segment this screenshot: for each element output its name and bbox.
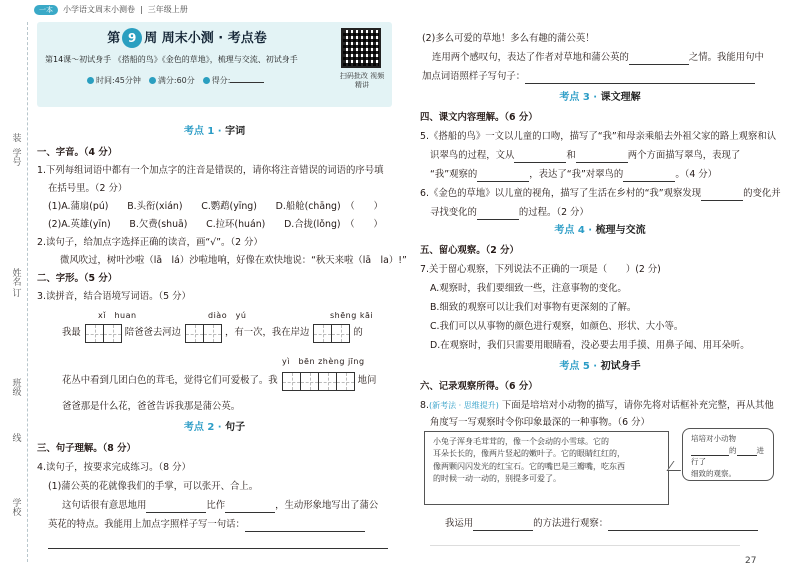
- binding-line: [27, 22, 28, 562]
- row1-text-b: 陪爸爸去河边: [124, 327, 182, 339]
- grid-box[interactable]: [203, 324, 222, 343]
- q2-row3: 爸爸那是什么花，爸爸告诉我那是蒲公英。: [62, 401, 241, 412]
- bubble-line-1: 培培对小动物: [691, 434, 736, 443]
- gutter-school: 学校: [12, 499, 22, 519]
- answer-blank[interactable]: [576, 152, 628, 163]
- description-note: 小兔子浑身毛茸茸的，像一个会动的小雪球。它的 耳朵长长的，像两片竖起的嫩叶子。它的眼睛红红的， 像两颗闪闪发光的红宝石。它的嘴巴是三瓣嘴，吃东西 的时候一动一动的，别提多可爱了。: [424, 431, 669, 505]
- q5-option-d[interactable]: D.在观察时，我们只需要用眼睛看，没必要去用手摸、用鼻子闻、用耳朵听。: [430, 340, 750, 351]
- q1-1-stem-cont: 在括号里。（2 分）: [48, 183, 128, 194]
- q1-1-group1[interactable]: (1)A.蒲扇(pú) B.头衔(xián) C.鹦鹉(yīng) D.船舱(chāng) （ ）: [48, 201, 383, 212]
- grid-box[interactable]: [318, 372, 337, 391]
- new-format-tag: (新考法 · 思维提升): [428, 401, 499, 410]
- answer-blank[interactable]: [737, 447, 757, 456]
- page-title: [37, 28, 337, 49]
- kp5-heading: 考点 5 · 初试身手: [559, 361, 641, 372]
- q3-4-1-sentence: (1)蒲公英的花就像我们的手掌，可以张开、合上。: [48, 481, 259, 492]
- q6-8-stem: 8.(新考法 · 思维提升) 下面是培培对小动物的描写，请你先将对话框补充完整，再从其他: [420, 400, 774, 411]
- title-main: 周末小测 · 考点卷: [161, 31, 267, 46]
- gutter-student-no: 学号: [12, 149, 22, 169]
- clock-icon: [87, 77, 94, 84]
- footer-rule: [430, 545, 740, 546]
- running-header: [34, 3, 188, 17]
- q2-row1: [62, 324, 363, 343]
- row2-text-b: 地问: [357, 375, 377, 387]
- q2-row2: [62, 372, 376, 391]
- header-divider: |: [140, 5, 143, 14]
- answer-blank[interactable]: [146, 502, 206, 513]
- grid-box[interactable]: [282, 372, 301, 391]
- book-title: 小学语文周末小测卷: [63, 5, 135, 14]
- time-limit: 时间:45分钟: [87, 75, 141, 87]
- q4-5-stem: 5.《搭船的鸟》一文以儿童的口吻，描写了“我”和母亲乘船去外祖父家的路上观察和认: [420, 131, 777, 142]
- answer-blank[interactable]: [629, 54, 689, 65]
- row1-text-c: ，有一次，我在岸边: [225, 327, 310, 339]
- page-number: 27: [745, 556, 757, 566]
- title-prefix: 第: [107, 31, 121, 46]
- score-icon: [149, 77, 156, 84]
- q6-8-writing: 我运用 的方法进行观察：: [445, 517, 758, 531]
- q4-6-stem: 6.《金色的草地》以儿童的视角，描写了生活在乡村的“我”观察发现 的变化并: [420, 187, 781, 201]
- pinyin-yibenzhengjing: yì bēn zhèng jīng: [282, 357, 365, 366]
- pen-icon: [203, 77, 210, 84]
- title-banner: [37, 22, 392, 107]
- q1-heading: 一、字音。（4 分）: [37, 147, 118, 158]
- answer-blank[interactable]: [473, 520, 533, 531]
- grade-label: 三年级上册: [147, 5, 188, 14]
- qr-code-icon[interactable]: [341, 28, 381, 68]
- q4-6-stem-2: 寻找变化的 的过程。（2 分）: [430, 206, 589, 220]
- bubble-line-3: 细致的观察。: [691, 468, 736, 478]
- q4-5-stem-3: “我”观察的 ，表达了“我”对翠鸟的 。（4 分）: [430, 168, 717, 182]
- answer-blank[interactable]: [623, 171, 675, 182]
- grid-box[interactable]: [185, 324, 204, 343]
- row2-text-a: 花丛中看到几团白色的茸毛，觉得它们可爱极了。我: [62, 375, 278, 387]
- q5-option-a[interactable]: A.观察时，我们要细致一些，注意事物的变化。: [430, 283, 627, 294]
- kp1-heading: 考点 1 · 字词: [183, 126, 246, 137]
- q5-7-stem[interactable]: 7.关于留心观察，下列说法不正确的一项是（ ）(2 分): [420, 264, 661, 275]
- exam-meta: [87, 74, 264, 87]
- answer-blank[interactable]: [477, 171, 529, 182]
- full-score: 满分:60分: [149, 75, 195, 87]
- kp3-heading: 考点 3 · 课文理解: [559, 92, 641, 103]
- kp2-heading: 考点 2 · 句子: [183, 422, 246, 433]
- gutter-class: 班级: [12, 379, 22, 399]
- q3-4-2-analysis: 连用两个感叹句，表达了作者对草地和蒲公英的 之情。我能用句中: [432, 51, 764, 65]
- pinyin-diaoyu: diào yú: [208, 311, 247, 320]
- q3-4-stem: 4.读句子，按要求完成练习。（8 分）: [37, 462, 191, 473]
- q4-heading: 四、课文内容理解。（6 分）: [420, 112, 538, 123]
- answer-blank[interactable]: [691, 447, 729, 456]
- q6-8-stem-2: 角度写一写观察时令你印象最深的一种事物。（6 分）: [430, 417, 650, 428]
- q3-4-2-sentence: (2)多么可爱的草地！多么有趣的蒲公英！: [422, 33, 595, 44]
- gutter-seal-ding: 订: [12, 289, 22, 299]
- q5-heading: 五、留心观察。（2 分）: [420, 245, 519, 256]
- answer-blank[interactable]: [701, 190, 743, 201]
- q2-heading: 二、字形。（5 分）: [37, 273, 118, 284]
- row1-text-d: 的: [353, 327, 363, 339]
- q5-option-b[interactable]: B.细致的观察可以让我们对事物有更深刻的了解。: [430, 302, 637, 313]
- gutter-name: 姓名: [12, 269, 22, 289]
- answer-blank[interactable]: [525, 73, 755, 84]
- pinyin-xihuan: xǐ huan: [98, 311, 137, 320]
- q3-4-1-imitate: 英花的特点。我能用上加点字照样子写一句话：: [48, 518, 365, 532]
- week-number: 9: [122, 28, 142, 48]
- pinyin-shengkai: shēng kāi: [330, 311, 374, 320]
- q1-2-sentence[interactable]: 微风吹过，树叶沙啦（lā lá）沙啦地响，好像在欢快地说：“秋天来啦（lā la）!”: [60, 255, 407, 266]
- series-badge: 一本: [34, 5, 58, 15]
- q3-4-2-imitate: 加点词语照样子写句子：: [422, 70, 755, 84]
- answer-line[interactable]: [48, 548, 388, 549]
- title-mid: 周: [144, 31, 158, 46]
- grid-box[interactable]: [300, 372, 319, 391]
- gutter-seal-zhuang: 装: [12, 134, 22, 144]
- q1-1-group2[interactable]: (2)A.英雄(yīn) B.欠费(shuā) C.拉环(huán) D.合拢(lǒng) （ ）: [48, 219, 383, 230]
- q1-1-stem: 1.下列每组词语中都有一个加点字的注音是错误的，请你将注音错误的词语的序号填: [37, 165, 384, 176]
- lesson-range: 第14课～初试身手 《搭船的鸟》《金色的草地》，梳理与交流、初试身手: [45, 55, 298, 64]
- q3-4-1-analysis: 这句话很有意思地用 比作 ，生动形象地写出了蒲公: [62, 499, 378, 513]
- grid-box[interactable]: [85, 324, 104, 343]
- grid-box[interactable]: [313, 324, 332, 343]
- qr-label: 扫码批改 视频精讲: [339, 72, 385, 89]
- q1-2-stem: 2.读句子，给加点字选择正确的读音，画“√”。（2 分）: [37, 237, 263, 248]
- q2-3-stem: 3.读拼音，结合语境写词语。（5 分）: [37, 291, 191, 302]
- score-field[interactable]: 得分:: [203, 74, 265, 87]
- kp4-heading: 考点 4 · 梳理与交流: [554, 225, 646, 236]
- q6-heading: 六、记录观察所得。（6 分）: [420, 381, 538, 392]
- q5-option-c[interactable]: C.我们可以从事物的颜色进行观察，如颜色、形状、大小等。: [430, 321, 684, 332]
- answer-blank[interactable]: [514, 152, 566, 163]
- grid-box[interactable]: [336, 372, 355, 391]
- answer-blank[interactable]: [225, 502, 275, 513]
- q3-heading: 三、句子理解。（8 分）: [37, 443, 136, 454]
- gutter-seal-xian: 线: [12, 434, 22, 444]
- speech-bubble: 培培对小动物 的 进行了 细致的观察。: [682, 428, 774, 481]
- answer-blank[interactable]: [245, 521, 365, 532]
- q4-5-stem-2: 识翠鸟的过程，文从 和 两个方面描写翠鸟，表现了: [430, 149, 740, 163]
- grid-box[interactable]: [331, 324, 350, 343]
- row1-text-a: 我最: [62, 327, 81, 339]
- answer-blank[interactable]: [608, 520, 758, 531]
- grid-box[interactable]: [103, 324, 122, 343]
- answer-blank[interactable]: [477, 209, 519, 220]
